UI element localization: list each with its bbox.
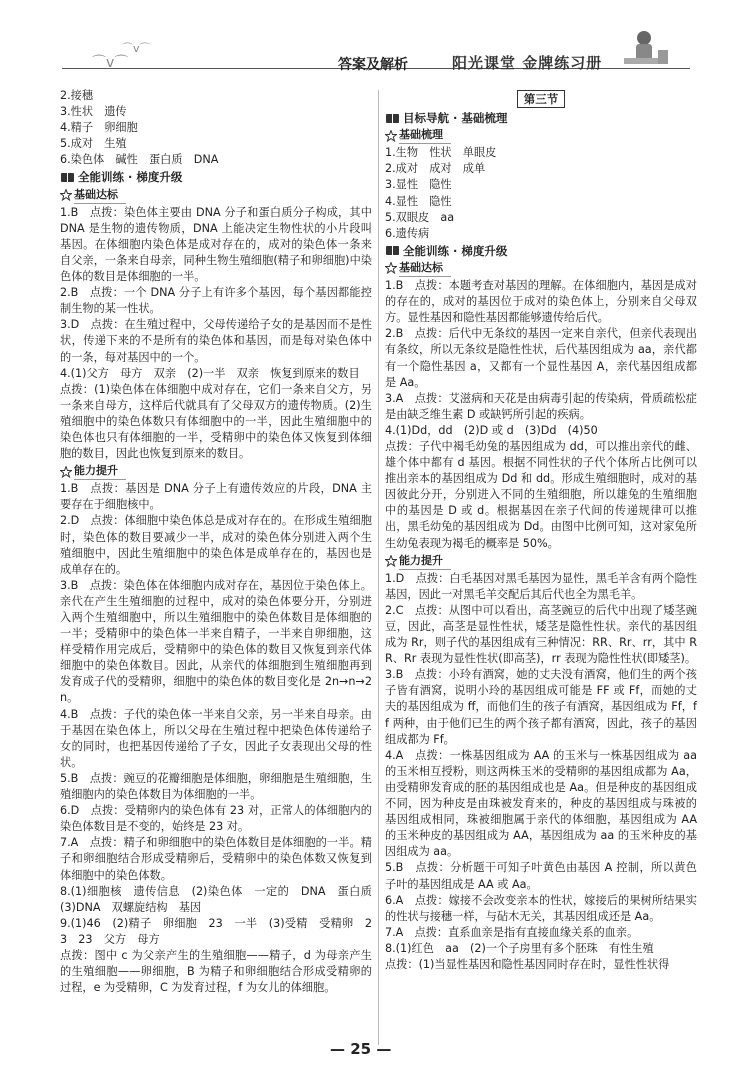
- star-icon: [385, 555, 397, 567]
- answer-item: 7.A 点拨：直系血亲是指有直接血缘关系的血亲。: [385, 925, 639, 939]
- section-banner-label: 目标导航 · 基础梳理: [403, 111, 508, 126]
- answer-item: 2.成对 成对 成单: [385, 162, 486, 176]
- bird-icon: ⌒v⌒: [122, 42, 151, 55]
- answer-item: 2.D 点拨：体细胞中染色体总是成对存在的。在形成生殖细胞时，染色体的数目要减少一半，成对的染色体分别进入两个生殖细胞中，因此生殖细胞中的染色体是成单存在的，基因也是成单存在的。: [60, 514, 372, 576]
- header-title: 答案及解析: [338, 57, 408, 73]
- book-icon: [385, 112, 400, 125]
- section-title: [385, 90, 697, 108]
- header-series: 阳光课堂 金牌练习册: [452, 54, 603, 72]
- subsection-heading: [60, 463, 372, 480]
- book-icon: [60, 171, 75, 184]
- answer-item: 2.B 点拨：一个 DNA 分子上有许多个基因，每个基因都能控制生物的某一性状。: [60, 286, 372, 316]
- subsection-heading: [60, 187, 372, 204]
- star-icon: [385, 262, 397, 274]
- section-banner-label: 全能训练 · 梯度升级: [78, 170, 183, 185]
- answer-item: 1.生物 性状 单眼皮: [385, 146, 497, 160]
- answer-item: 7.A 点拨：精子和卵细胞中的染色体数目是体细胞的一半。精子和卵细胞结合形成受精卵后，受精卵中的染色体数又恢复到体细胞中的染色体数。: [60, 836, 372, 882]
- subsection-label: 能力提升: [74, 463, 126, 480]
- answer-item: 4.(1)父方 母方 双亲 (2)一半 双亲 恢复到原来的数目: [60, 366, 360, 380]
- section-banner-label: 全能训练 · 梯度升级: [403, 243, 508, 258]
- page-header: [0, 0, 750, 80]
- answer-item: 3.D 点拨：在生殖过程中，父母传递给子女的是基因而不是性状，传递下来的不是所有的染色体和基因，而是每对染色体中的一条，每对基因中的一个。: [60, 318, 372, 364]
- answer-item: 2.C 点拨：从图中可以看出，高茎豌豆的后代中出现了矮茎豌豆，因此，高茎是显性性状，矮茎是隐性性状。亲代的基因组成为 Rr，则子代的基因组成有三种情况：RR、Rr、rr，其中 RR、Rr 表现为显性性状(即高茎)，rr 表现为隐性性状(即矮茎)。: [385, 603, 697, 666]
- answer-item: 3.显性 隐性: [385, 178, 452, 192]
- subsection-label: 基础达标: [74, 187, 126, 204]
- star-icon: [60, 466, 72, 478]
- subsection-label: 基础梳理: [399, 127, 451, 144]
- figure-decoration-icon: [618, 28, 674, 72]
- subsection-label: 基础达标: [399, 260, 451, 277]
- answer-item: 8.(1)红色 aa (2)一个子房里有多个胚珠 有性生殖: [385, 941, 654, 955]
- right-column: [385, 88, 697, 973]
- answer-item: 4.精子 卵细胞: [60, 121, 138, 135]
- answer-item: 5.双眼皮 aa: [385, 210, 455, 224]
- section-title-label: 第三节: [517, 90, 566, 108]
- answer-item: 点拨：(1)染色体在体细胞中成对存在，它们一条来自父方，另一条来自母方，这样后代就具有了父母双方的遗传物质。(2)生殖细胞中的染色体数只有体细胞中的一半，因此生殖细胞中的染色体也只有体细胞的一半，受精卵中的染色体又恢复到体细胞的数目，因此也恢复到原来的数目。: [60, 382, 372, 461]
- subsection-label: 能力提升: [399, 553, 451, 570]
- answer-item: 6.A 点拨：嫁接不会改变亲本的性状，嫁接后的果树所结果实的性状与接穗一样，与砧木无关，其基因组成还是 Aa。: [385, 893, 697, 923]
- answer-item: 4.显性 隐性: [385, 194, 452, 208]
- answer-item: 点拨：子代中褐毛幼兔的基因组成为 dd，可以推出亲代的雌、雄个体中都有 d 基因。根据不同性状的子代个体所占比例可以推出亲本的基因组成为 Dd 和 dd。形成生殖细胞时，成对的基因彼此分开，分别进入不同的生殖细胞，所以雄兔的生殖细胞中的基因是 D 或 d。根据基因在亲子代间的传递规律可以推出，黑毛幼兔的基因组成为 Dd。由图中比例可知，这对家兔所生幼兔表现为褐毛的概率是 50%。: [385, 439, 697, 550]
- answer-item: 5.成对 生殖: [60, 137, 127, 151]
- column-divider: [378, 90, 379, 1045]
- section-banner: [385, 243, 697, 259]
- subsection-heading: [385, 127, 697, 144]
- answer-item: 点拨：(1)当显性基因和隐性基因同时存在时，显性性状得: [385, 957, 670, 971]
- answer-item: 3.性状 遗传: [60, 105, 127, 119]
- section-banner: [60, 169, 372, 185]
- star-icon: [385, 130, 397, 142]
- answer-item: 6.遗传病: [385, 226, 430, 240]
- answer-item: 4.B 点拨：子代的染色体一半来自父亲，另一半来自母亲。由于基因在染色体上，所以父母在生殖过程中把染色体传递给子女的同时，也把基因传递给了子女，因此子女表现出父母的性状。: [60, 707, 372, 769]
- book-icon: [385, 244, 400, 257]
- answer-item: 2.B 点拨：后代中无条纹的基因一定来自亲代，但亲代表现出有条纹，所以无条纹是隐性性状，后代基因组成为 aa，亲代都有一个隐性基因 a，又都有一个显性基因 A，亲代基因组成都是 Aa。: [385, 327, 697, 389]
- section-banner: [385, 110, 697, 126]
- star-icon: [60, 189, 72, 201]
- answer-item: 1.B 点拨：染色体主要由 DNA 分子和蛋白质分子构成，其中 DNA 是生物的遗传物质，DNA 上能决定生物性状的小片段叫基因。在体细胞内染色体是成对存在的，成对的染色体一条来自父亲，一条来自母亲，同种生物生殖细胞(精子和卵细胞)中染色体的数目是体细胞的一半。: [60, 205, 372, 284]
- answer-item: 4.A 点拨：一株基因组成为 AA 的玉米与一株基因组成为 aa 的玉米相互授粉，则这两株玉米的受精卵的基因组成都为 Aa，由受精卵发育成的胚的基因组成也是 Aa。但是种皮的基因组成不同，因为种皮是由珠被发育来的，种皮的基因组成与珠被的基因组成相同，珠被细胞属于亲代的体细胞，基因组成为 AA 的玉米种皮的基因组成为 AA，基因组成为 aa 的玉米种皮的基因组成为 aa。: [385, 748, 697, 859]
- answer-item: 1.B 点拨：基因是 DNA 分子上有遗传效应的片段，DNA 主要存在于细胞核中。: [60, 482, 372, 512]
- answer-item: 点拨：图中 c 为父亲产生的生殖细胞——精子，d 为母亲产生的生殖细胞——卵细胞，B 为精子和卵细胞结合形成受精卵的过程，e 为受精卵，C 为发育过程，f 为女儿的体细胞。: [60, 948, 372, 995]
- left-column: [60, 88, 384, 996]
- page-number: — 25 —: [330, 1040, 392, 1058]
- answer-item: 5.B 点拨：分析题干可知子叶黄色由基因 A 控制，所以黄色子叶的基因组成是 AA 或 Aa。: [385, 861, 697, 891]
- answer-item: 3.A 点拨：艾滋病和天花是由病毒引起的传染病，骨质疏松症是由缺乏维生素 D 或缺钙所引起的疾病。: [385, 391, 697, 421]
- answer-item: 6.染色体 碱性 蛋白质 DNA: [60, 153, 219, 167]
- answer-item: 4.(1)Dd，dd (2)D 或 d (3)Dd (4)50: [385, 423, 598, 437]
- answer-item: 9.(1)46 (2)精子 卵细胞 23 一半 (3)受精 受精卵 23 23 父方 母方: [60, 916, 372, 946]
- answer-item: 5.B 点拨：豌豆的花瓣细胞是体细胞，卵细胞是生殖细胞，生殖细胞内的染色体数目为体细胞的一半。: [60, 771, 372, 802]
- answer-item: 8.(1)细胞核 遗传信息 (2)染色体 一定的 DNA 蛋白质 (3)DNA 双螺旋结构 基因: [60, 884, 384, 914]
- answer-item: 3.B 点拨：小玲有酒窝，她的丈夫没有酒窝，他们生的两个孩子皆有酒窝，说明小玲的基因组成可能是 FF 或 Ff，而她的丈夫的基因组成为 ff，而他们生的孩子有酒窝，基因组成为 Ff，ff 两种，由于他们已生的两个孩子都有酒窝，因此，孩子的基因组成都为 Ff。: [385, 668, 697, 746]
- answer-item: 1.D 点拨：白毛基因对黑毛基因为显性，黑毛羊含有两个隐性基因，因此一对黑毛羊交配后其后代也全为黑毛羊。: [385, 571, 697, 601]
- bird-icon: ⌒v⌒: [92, 55, 129, 71]
- answer-item: 1.B 点拨：本题考查对基因的理解。在体细胞内，基因是成对的存在的，成对的基因位于成对的染色体上，分别来自父母双方。显性基因和隐性基因都能够遗传给后代。: [385, 279, 697, 325]
- subsection-heading: [385, 260, 697, 277]
- answer-item: 6.D 点拨：受精卵内的染色体有 23 对，正常人的体细胞内的染色体数目是不变的，始终是 23 对。: [60, 804, 372, 834]
- answer-item: 3.B 点拨：染色体在体细胞内成对存在，基因位于染色体上。亲代在产生生殖细胞的过程中，成对的染色体要分开，分别进入两个生殖细胞中，所以生殖细胞中的染色体数目是体细胞的一半；受精卵中的染色体一半来自精子，一半来自卵细胞，这样受精作用完成后，受精卵中的染色体的数目又恢复到亲代体细胞中的染色体数目。因此，从亲代的体细胞到生殖细胞再到发育成子代的受精卵，细胞中的染色体的数目变化是 2n→n→2n。: [60, 578, 372, 705]
- subsection-heading: [385, 553, 697, 570]
- answer-item: 2.接穗: [60, 89, 94, 102]
